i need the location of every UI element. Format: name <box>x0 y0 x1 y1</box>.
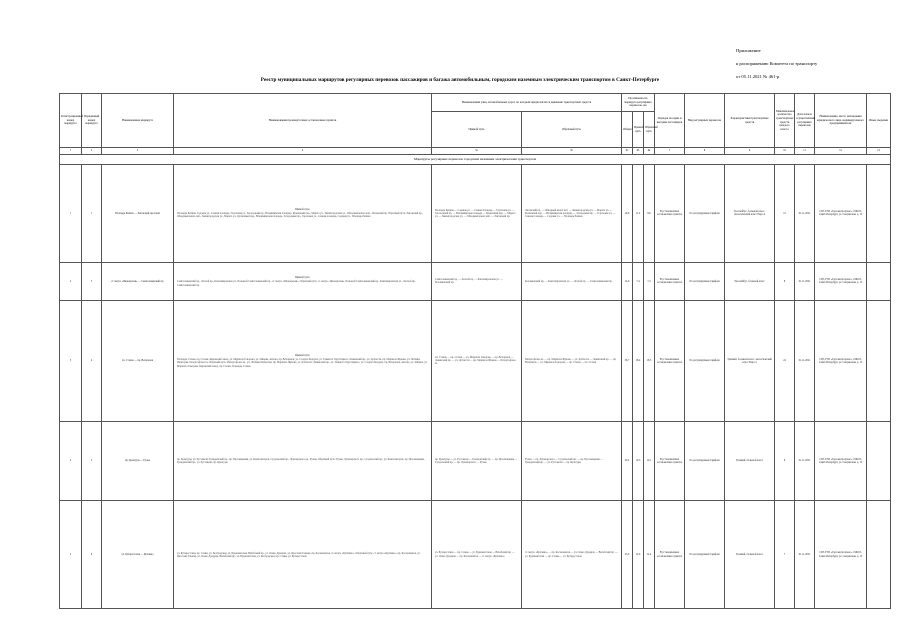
route-forward-path: пл. Стачек — пр. Стачек — ул. Маршала Говорова — пр. Ветеранов — Ленинский пр. — ул. Доблести — пр. Маршала Жукова — Петергофское ш. <box>432 301 522 421</box>
column-number: 11 <box>795 148 815 155</box>
other-info <box>867 421 891 500</box>
carrier-info: СПб ГУП «Горэлектротранс», 196105, Санкт-Петербург, ул. Сызранская, д. 15 <box>815 165 867 263</box>
appendix-line-3: от 05.11.2021 № 461-р <box>736 74 780 79</box>
col-header-reg-number: Регистрационный номер маршрута <box>60 94 82 148</box>
route-stops <box>174 262 432 301</box>
col-header-start-date: Дата начала осуществления регулярных перевозок <box>795 94 815 148</box>
section-row <box>60 154 891 164</box>
route-stops <box>174 165 432 263</box>
route-reg-number: 4 <box>60 421 82 500</box>
column-number: 10 <box>775 148 795 155</box>
route-return-path: Ручьи — пр. Луначарского — Суздальский пр. — пр. Просвещения — Гражданский пр. — ул. Руставели — пр. Культуры <box>522 421 622 500</box>
document-title: Реестр муниципальных маршрутов регулярных перевозок пассажиров и багажа автомобильным, городским наземным электрическим транспортом в Санкт-Петербурге <box>260 77 660 83</box>
column-number: 6в <box>644 148 655 155</box>
col-header-transport-kind: Вид регулярных перевозок <box>685 94 725 148</box>
boarding-order: В установленных остановочных пунктах <box>655 421 685 500</box>
column-number: 8 <box>685 148 725 155</box>
transport-kind: По регулируемым тарифам <box>685 501 725 609</box>
col-header-other: Иные сведения <box>867 94 891 148</box>
appendix-line-2: к распоряжению Комитета по транспорту <box>736 61 818 66</box>
table-row <box>60 421 891 500</box>
max-vehicles: 8 <box>775 262 795 301</box>
length-total: 36,7 <box>622 301 633 421</box>
length-forward: 12,6 <box>633 501 644 609</box>
stops-heading: Прямой путь: <box>294 354 311 358</box>
length-total: 14,6 <box>622 262 633 301</box>
route-number: 3 <box>82 262 102 301</box>
length-forward: 11,2 <box>633 165 644 263</box>
other-info <box>867 165 891 263</box>
route-stops <box>174 421 432 500</box>
column-number: 12 <box>815 148 867 155</box>
col-header-vehicles: Характеристики транспортных средств <box>725 94 775 148</box>
carrier-info: СПб ГУП «Горэлектротранс», 196105, Санкт-Петербург, ул. Сызранская, д. 15 <box>815 501 867 609</box>
col-header-forward-path: Прямой путь <box>432 112 522 148</box>
max-vehicles: 9 <box>775 421 795 500</box>
col-header-route-number: Порядковый номер маршрута <box>82 94 102 148</box>
column-number: 6а <box>622 148 633 155</box>
col-header-return-path: Обратный путь <box>522 112 622 148</box>
route-return-path: Лиговский пр. — Обводный канал наб. — Звенигородская ул. — Марата ул. — Кузнечный пер. — Владимирская площадь — Загородный пр. — Гороховая ул. — Сенная площадь — Садовая ул. — Площадь Репина <box>522 165 622 263</box>
table-row <box>60 165 891 263</box>
vehicle-characteristics: Троллейбус, большой класс, экологический класс Евро-4 <box>725 165 775 263</box>
section-title: Маршруты регулярных перевозок городским наземным электрическим транспортом <box>60 154 891 164</box>
length-total: 20,4 <box>622 421 633 500</box>
stops-list: Сампсониевский пр., Лесной пр., Кантемировская ул., Большой Сампсониевский пр., ст. метро «Пионерская». Обратный путь: ст. метро «Пионерская», Большой Сампсониевский пр., Кантемировская ул., Лесной пр., Сампсониевский пр. <box>177 280 416 287</box>
route-return-path: ст. метро «Купчино» — пр. Космонавтов — ул. Олеко Дундича — Витебский пр. — ул. Будапештская — пр. Славы — ул. Бухарестская <box>522 501 622 609</box>
column-number: 1 <box>60 148 82 155</box>
col-header-length-total: Общая <box>622 112 633 148</box>
route-stops <box>174 501 432 609</box>
carrier-info: СПб ГУП «Горэлектротранс», 196105, Санкт-Петербург, ул. Сызранская, д. 15 <box>815 262 867 301</box>
stops-list: пр. Культуры, ул. Руставели, Гражданский пр., пр. Просвещения, ул. Композиторов, Суздальский пр., Луначарского пр., Ручьи. Обратный путь: Ручьи, Луначарского пр., Суздальский пр., ул. Композиторов, пр. Просвещения, Гражданский пр., ул. Руставели, пр. Культуры <box>177 458 425 465</box>
length-return: 8,6 <box>644 165 655 263</box>
route-reg-number: 2 <box>60 262 82 301</box>
route-return-path: Коломяжский пр. — Кантемировская ул. — Лесной пр. — Сампсониевский пр. <box>522 262 622 301</box>
vehicle-characteristics: Троллейбус, большой класс <box>725 262 775 301</box>
route-number: 6 <box>82 501 102 609</box>
stops-heading: Прямой путь: <box>294 208 311 212</box>
max-vehicles: 24 <box>775 301 795 421</box>
route-number: 5 <box>82 421 102 500</box>
route-name: пр. Культуры — Ручьи <box>102 421 174 500</box>
col-header-stops: Наименования промежуточных остановочных пунктов <box>174 94 432 148</box>
transport-kind: По регулируемым тарифам <box>685 262 725 301</box>
route-reg-number: 5 <box>60 501 82 609</box>
route-reg-number: 3 <box>60 301 82 421</box>
column-number: 7 <box>655 148 685 155</box>
length-total: 25,0 <box>622 501 633 609</box>
col-header-route-name: Наименование маршрута <box>102 94 174 148</box>
length-forward: 7,4 <box>633 262 644 301</box>
max-vehicles: 7 <box>775 501 795 609</box>
length-return: 12,4 <box>644 501 655 609</box>
start-date: 01.11.2021 <box>795 501 815 609</box>
route-return-path: Петергофское ш. — пр. Маршала Жукова — ул. Доблести — Ленинский пр. — пр. Ветеранов — ул. Маршала Говорова — пр. Стачек — пл. Стачек <box>522 301 622 421</box>
stops-list: Площадь Стачек, пр. Стачек, Кировский завод, ул. Маршала Говорова, ул. Зайцева, Автово, пр. Ветеранов, ул. Солдата Корзуна, ул. Танкиста Хрустицкого, Ленинский пр., ул. Доблести, пр. Маршала Жукова, ул. Лётчика Пилютова, Петергофское ш. Обратный путь: Петергофское ш., ул. Лётчика Пилютова, пр. Маршала Жукова, ул. Доблести, Ленинский пр., ул. Танкиста Хрустицкого, ул. Солдата Корзуна, пр. Ветеранов, Автово, ул. Зайцева, ул. Маршала Говорова, Кировский завод, пр. Стачек, Площадь Стачек <box>177 358 428 368</box>
col-header-length-return: Обратный путь <box>644 112 655 148</box>
column-number-row <box>60 148 891 155</box>
stops-list: Площадь Репина, Садовая ул., Сенная площадь, Гороховая ул., Загородный пр., Владимирская площадь, Кузнечный пер., Марата ул., Звенигородская ул., Обводный канал наб., Лиговский пр. Обратный путь: Лиговский пр., Обводный канал наб., Звенигородская ул., Марата ул., Кузнечный пер., Владимирская площадь, Загородный пр., Гороховая ул., Сенная площадь, Садовая ул., Площадь Репина <box>177 212 423 219</box>
stops-list: ул. Бухарестская, пр. Славы, ул. Белградская, ул. Будапештская, Витебский пр., ул. Олеко Дундича, ул. Ярослава Гашека, пр. Космонавтов, ст. метро «Купчино». Обратный путь: ст. метро «Купчино», пр. Космонавтов, ул. Ярослава Гашека, ул. Олеко Дундича, Витебский пр., ул. Будапештская, ул. Белградская, пр. Славы, ул. Бухарестская <box>177 551 421 559</box>
start-date: 01.11.2021 <box>795 262 815 301</box>
start-date: 01.11.2021 <box>795 421 815 500</box>
start-date: 01.11.2021 <box>795 165 815 263</box>
column-number: 6б <box>633 148 644 155</box>
other-info <box>867 501 891 609</box>
route-name: ст. метро «Пионерская» — Сампсониевский пр. <box>102 262 174 301</box>
column-number: 3 <box>102 148 174 155</box>
column-number: 2 <box>82 148 102 155</box>
table-row <box>60 262 891 301</box>
transport-kind: По регулируемым тарифам <box>685 421 725 500</box>
length-return: 18,3 <box>644 301 655 421</box>
appendix-line-1: Приложение <box>736 48 761 53</box>
vehicle-characteristics: Трамвай, большой класс <box>725 421 775 500</box>
other-info <box>867 262 891 301</box>
route-number: 1 <box>82 165 102 263</box>
route-name: Площадь Репина — Лиговский проспект <box>102 165 174 263</box>
max-vehicles: 12 <box>775 165 795 263</box>
length-return: 10,1 <box>644 421 655 500</box>
boarding-order: В установленных остановочных пунктах <box>655 165 685 263</box>
column-number: 9 <box>725 148 775 155</box>
vehicle-characteristics: Трамвай, большой класс <box>725 501 775 609</box>
col-header-streets: Наименования улиц, автомобильных дорог, по которым предполагается движение транспортных средств <box>432 94 622 112</box>
boarding-order: В установленных остановочных пунктах <box>655 501 685 609</box>
route-name: ул. Бухарестская — Купчино <box>102 501 174 609</box>
length-forward: 18,4 <box>633 301 644 421</box>
carrier-info: СПб ГУП «Горэлектротранс», 196105, Санкт-Петербург, ул. Сызранская, д. 15 <box>815 421 867 500</box>
route-stops <box>174 301 432 421</box>
col-header-boarding-order: Порядок посадки и высадки пассажиров <box>655 94 685 148</box>
col-header-carrier: Наименование, место нахождения юридического лица, индивидуального предпринимателя <box>815 94 867 148</box>
column-number: 13 <box>867 148 891 155</box>
route-registry-table <box>59 93 891 609</box>
transport-kind: По регулируемым тарифам <box>685 301 725 421</box>
route-forward-path: пр. Культуры — ул. Руставели — Гражданский пр. — пр. Просвещения — Суздальский пр. — пр. Луначарского — Ручьи <box>432 421 522 500</box>
route-forward-path: Сампсониевский пр. — Лесной пр. — Кантемировская ул. — Коломяжский пр. <box>432 262 522 301</box>
route-number: 4 <box>82 301 102 421</box>
col-header-max-vehicles: Максимальное количество транспортных средств каждого класса <box>775 94 795 148</box>
length-total: 19,8 <box>622 165 633 263</box>
vehicle-characteristics: Трамвай, большой класс, экологический класс Евро-5 <box>725 301 775 421</box>
start-date: 01.11.2021 <box>795 301 815 421</box>
route-reg-number: 1 <box>60 165 82 263</box>
length-forward: 10,3 <box>633 421 644 500</box>
route-name: пл. Стачек — пр. Ветеранов <box>102 301 174 421</box>
col-header-length-forward: Прямой путь <box>633 112 644 148</box>
transport-kind: По регулируемым тарифам <box>685 165 725 263</box>
table-row <box>60 301 891 421</box>
col-header-length: Протяженность маршрута регулярных перевозок, км <box>622 94 655 112</box>
column-number: 5а <box>432 148 522 155</box>
column-number: 4 <box>174 148 432 155</box>
route-forward-path: Площадь Репина — Садовая ул. — Сенная площадь — Гороховая ул. — Загородный пр. — Владимирская площадь — Кузнечный пер. — Марата ул. — Звенигородская ул. — Обводный канал наб. — Лиговский пр. <box>432 165 522 263</box>
length-return: 7,2 <box>644 262 655 301</box>
boarding-order: В установленных остановочных пунктах <box>655 262 685 301</box>
other-info <box>867 301 891 421</box>
table-row <box>60 501 891 609</box>
column-number: 5б <box>522 148 622 155</box>
carrier-info: СПб ГУП «Горэлектротранс», 196105, Санкт-Петербург, ул. Сызранская, д. 15 <box>815 301 867 421</box>
route-forward-path: ул. Бухарестская — пр. Славы — ул. Будапештская — Витебский пр. — ул. Олеко Дундича — пр. Космонавтов — ст. метро «Купчино» <box>432 501 522 609</box>
boarding-order: В установленных остановочных пунктах <box>655 301 685 421</box>
stops-heading: Прямой путь: <box>294 276 311 280</box>
